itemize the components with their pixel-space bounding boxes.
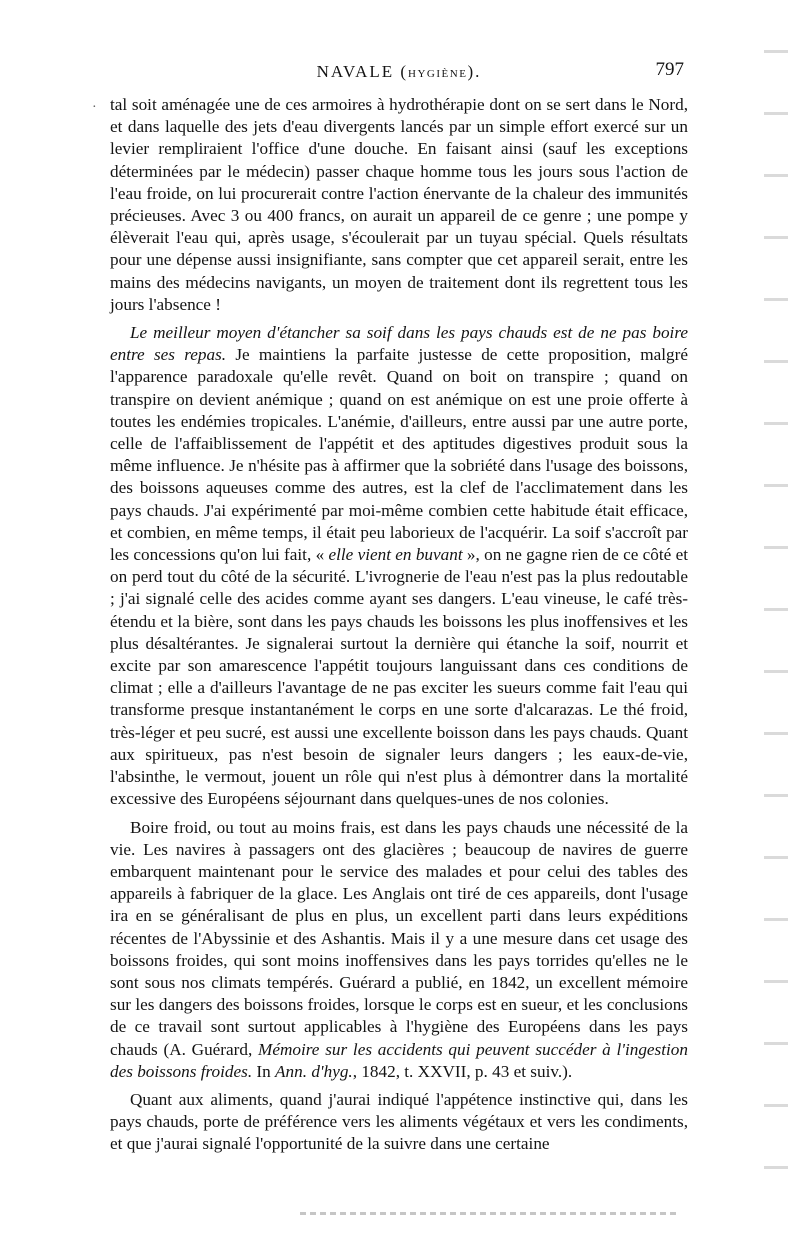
body-text [110,94,688,1156]
paragraph-3-text-c: , 1842, t. XXVII, p. 43 et suiv.). [352,1061,573,1081]
paragraph-3 [110,817,688,1083]
running-title-end: ). [467,62,482,81]
running-title [110,62,688,82]
paragraph-2-quote: elle vient en buvant [328,545,463,565]
page-number: 797 [655,59,684,80]
paragraph-2-text-a: Je maintiens la parfaite justesse de cette proposition, malgré l'apparence paradoxale qu'elle revêt. Quand on boit on transpire ; quand on transpire on devient anémique ; quand on est anémique on est une proie offerte à toutes les endémies tropicales. L'anémie, d'ailleurs, entre aussi par une autre porte, celle de l'affaiblissement de l'appétit et des aptitudes digestives produit sous la même influence. Je n'hésite pas à affirmer que la sobriété dans l'usage des boissons, des boissons aqueuses comme des autres, est la clef de l'acclimatement dans les pays chauds. J'ai expérimenté par moi-même combien cette habitude était efficace, et combien, en même temps, il était peu laborieux de l'acquérir. La soif s'accroît par les concessions qu'on lui fait, « [110,345,688,565]
paragraph-3-citation-title: Mémoire sur les accidents qui peuvent succéder à l'ingestion des boissons froides. [110,1039,688,1081]
running-title-small: HYGIÈNE [408,68,468,80]
paragraph-3-text-a: Boire froid, ou tout au moins frais, est dans les pays chauds une nécessité de la vie. Les navires à passagers ont des glacières ; beaucoup de navires de guerre embarquent maintenant pour le service des malades et pour celui des tables des appareils à fabriquer de la glace. Les Anglais ont tiré de ces appareils, dont l'usage ira en se généralisant de plus en plus, un excellent parti dans leurs expéditions récentes de l'Abyssinie et des Ashantis. Mais il y a une mesure dans cet usage des boissons froides, qui sont moins inoffensives dans les pays torrides qu'elles ne le sont sous nos climats tempérés. Guérard a publié, en 1842, un excellent mémoire sur les dangers des boissons froides, lorsque le corps est en sueur, et les conclusions de ce travail sont surtout applicables à l'hygiène des Européens dans les pays chauds (A. Guérard, [110,817,688,1059]
scan-edge-marks [764,20,788,1220]
paragraph-2 [110,322,688,810]
paragraph-3-journal: Ann. d'hyg. [275,1061,353,1081]
page-header [110,59,688,88]
paragraph-4: Quant aux aliments, quand j'aurai indiqué l'appétence instinctive qui, dans les pays chauds, porte de préférence vers les aliments végétaux et vers les condiments, et que j'aurai signalé l'opportunité de la suivre dans une certaine [110,1089,688,1154]
running-title-main: NAVALE ( [316,62,409,81]
scan-bottom-noise [300,1212,680,1215]
paragraph-1: tal soit aménagée une de ces armoires à hydrothérapie dont on se sert dans le Nord, et dans laquelle des jets d'eau divergents lancés par un simple effort exercé sur un levier rempliraient l'office d'une douche. En faisant ainsi (sauf les exceptions déterminées par le médecin) passer chaque homme tous les jours sous l'action de l'eau froide, on lui procurerait contre l'action énervante de la chaleur des immunités précieuses. Avec 3 ou 400 francs, on aurait un appareil de ce genre ; une pompe y élèverait l'eau qui, après usage, s'écoulerait par un tuyau spécial. Quels résultats pour une dépense aussi insignifiante, sans compter que cet appareil serait, entre les mains des médecins navigants, un moyen de traitement dont ils regrettent tous les jours l'absence ! [110,95,688,314]
paragraph-2-italic-lead: Le meilleur moyen d'étancher sa soif dans les pays chauds est de ne pas boire entre ses repas. [110,323,688,365]
paragraph-3-text-b: In [252,1061,276,1081]
paragraph-2-text-b: », on ne gagne rien de ce côté et on perd tout du côté de la sécurité. L'ivrognerie de l'eau n'est pas la plus redoutable ; j'ai signalé celle des acides comme ayant ses dangers. L'eau vineuse, le café très-étendu et la bière, sont dans les pays chauds les boissons les plus inoffensives et les plus désaltérantes. Je signalerai surtout la dernière qui étanche la soif, nourrit et excite par son amarescence l'appétit toujours languissant dans ces conditions de climat ; elle a d'ailleurs l'avantage de ne pas exciter les sueurs comme fait l'eau qui transforme presque instantanément le corps en une sorte d'alcarazas. Le thé froid, très-léger et peu sucré, est aussi une excellente boisson dans les pays chauds. Quant aux spiritueux, pas n'est besoin de signaler leurs dangers ; les eaux-de-vie, l'absinthe, le vermout, jouent un rôle qui n'est plus à démontrer dans la mortalité excessive des Européens séjournant dans quelques-unes de nos colonies. [110,545,688,809]
margin-bullet: · [92,100,97,115]
